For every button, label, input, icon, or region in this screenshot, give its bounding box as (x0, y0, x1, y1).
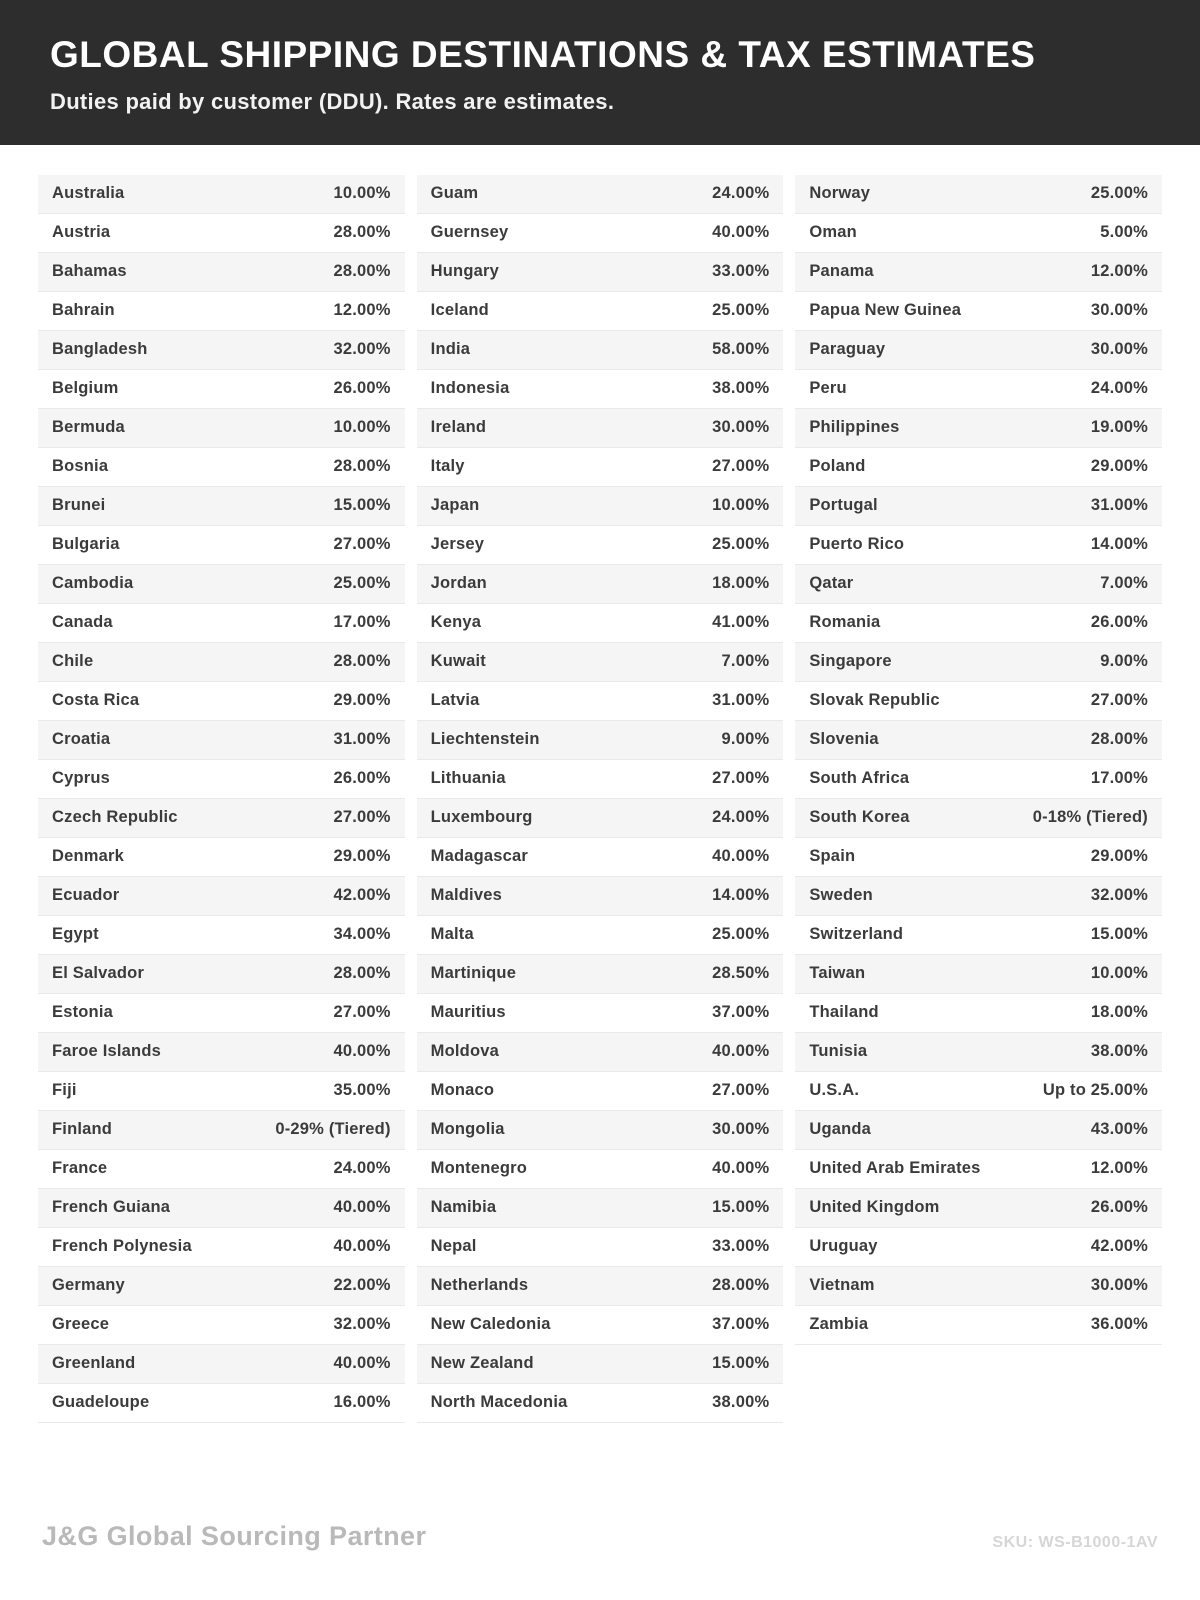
country-name: Iceland (430, 301, 489, 320)
tax-rate: 58.00% (712, 340, 770, 359)
country-name: Indonesia (430, 379, 510, 398)
table-row (795, 409, 1162, 448)
tax-rate: 27.00% (333, 808, 391, 827)
country-name: South Korea (809, 808, 910, 827)
country-name: Vietnam (809, 1276, 875, 1295)
brand-name: J&G Global Sourcing Partner (42, 1521, 427, 1551)
rates-column-2 (417, 175, 784, 1423)
table-row (795, 721, 1162, 760)
table-row (38, 370, 405, 409)
table-row (38, 1228, 405, 1267)
tax-rate: 37.00% (712, 1315, 770, 1334)
table-row (795, 1306, 1162, 1345)
tax-rate: 32.00% (1090, 886, 1148, 905)
tax-rate: 25.00% (712, 301, 770, 320)
table-row (38, 1267, 405, 1306)
country-name: Peru (809, 379, 847, 398)
country-name: Japan (430, 496, 480, 515)
tax-rate: 17.00% (333, 613, 391, 632)
tax-rate: 15.00% (712, 1354, 770, 1373)
tax-rate: 31.00% (1090, 496, 1148, 515)
country-name: Philippines (809, 418, 900, 437)
country-name: Singapore (809, 652, 892, 671)
tax-rate: 24.00% (1090, 379, 1148, 398)
country-name: U.S.A. (809, 1081, 860, 1100)
tax-rate: 19.00% (1090, 418, 1148, 437)
rates-columns (38, 175, 1162, 1423)
table-row (795, 448, 1162, 487)
table-row (795, 487, 1162, 526)
table-row (417, 838, 784, 877)
tax-rate: 14.00% (1090, 535, 1148, 554)
table-row (795, 526, 1162, 565)
table-row (417, 721, 784, 760)
table-row (795, 175, 1162, 214)
page-title: GLOBAL SHIPPING DESTINATIONS & TAX ESTIMATES (50, 34, 1036, 75)
header-banner (0, 0, 1200, 145)
table-row (38, 1033, 405, 1072)
table-row (417, 526, 784, 565)
country-name: Paraguay (809, 340, 886, 359)
tax-rate: 26.00% (333, 379, 391, 398)
country-name: Papua New Guinea (809, 301, 962, 320)
country-name: El Salvador (52, 964, 145, 983)
country-name: Poland (809, 457, 866, 476)
table-row (417, 877, 784, 916)
tax-rate: 28.00% (333, 652, 391, 671)
table-row (795, 1228, 1162, 1267)
table-row (795, 214, 1162, 253)
country-name: Hungary (430, 262, 499, 281)
tax-rate: 27.00% (712, 457, 770, 476)
table-row (417, 643, 784, 682)
table-row (417, 1072, 784, 1111)
country-name: Belgium (52, 379, 119, 398)
country-name: Guadeloupe (52, 1393, 150, 1412)
country-name: Guernsey (430, 223, 509, 242)
country-name: Faroe Islands (52, 1042, 161, 1061)
tax-rate: 12.00% (333, 301, 391, 320)
table-row (417, 1111, 784, 1150)
table-row (38, 331, 405, 370)
table-row (38, 292, 405, 331)
tax-rate: 30.00% (712, 1120, 770, 1139)
table-row (38, 1150, 405, 1189)
tax-rate: 32.00% (333, 1315, 391, 1334)
tax-rate: 38.00% (1090, 1042, 1148, 1061)
country-name: Moldova (430, 1042, 499, 1061)
country-name: Netherlands (430, 1276, 529, 1295)
tax-rate: 29.00% (333, 847, 391, 866)
country-name: Thailand (809, 1003, 879, 1022)
tax-rate: 15.00% (1090, 925, 1148, 944)
table-row (38, 1072, 405, 1111)
tax-rate: 25.00% (1090, 184, 1148, 203)
country-name: Nepal (430, 1237, 477, 1256)
country-name: Brunei (52, 496, 106, 515)
tax-rate: 12.00% (1090, 262, 1148, 281)
country-name: Bangladesh (52, 340, 148, 359)
country-name: Greenland (52, 1354, 136, 1373)
table-row (417, 760, 784, 799)
table-row (417, 175, 784, 214)
table-row (417, 253, 784, 292)
tax-rate: 33.00% (712, 262, 770, 281)
country-name: Kuwait (430, 652, 486, 671)
tax-rate: 24.00% (712, 808, 770, 827)
country-name: South Africa (809, 769, 910, 788)
table-row (795, 292, 1162, 331)
country-name: Monaco (430, 1081, 495, 1100)
country-name: Mongolia (430, 1120, 505, 1139)
tax-rate: 33.00% (712, 1237, 770, 1256)
table-row (795, 565, 1162, 604)
country-name: Egypt (52, 925, 99, 944)
tax-rate: 9.00% (1100, 652, 1148, 671)
tax-rate: 36.00% (1090, 1315, 1148, 1334)
country-name: Costa Rica (52, 691, 140, 710)
table-row (795, 955, 1162, 994)
country-name: Estonia (52, 1003, 113, 1022)
country-name: Uganda (809, 1120, 872, 1139)
table-row (795, 1111, 1162, 1150)
country-name: Slovak Republic (809, 691, 940, 710)
rates-table (0, 145, 1200, 1521)
country-name: Fiji (52, 1081, 77, 1100)
table-row (417, 1267, 784, 1306)
table-row (795, 838, 1162, 877)
country-name: Ecuador (52, 886, 120, 905)
tax-rate: 18.00% (712, 574, 770, 593)
tax-rate: 9.00% (721, 730, 770, 749)
table-row (417, 916, 784, 955)
table-row (38, 253, 405, 292)
rates-column-3 (795, 175, 1162, 1345)
table-row (38, 721, 405, 760)
tax-rate: 28.00% (333, 262, 391, 281)
page-subtitle: Duties paid by customer (DDU). Rates are estimates. (50, 88, 615, 114)
tax-rate: 25.00% (712, 535, 770, 554)
tax-rate: 40.00% (333, 1042, 391, 1061)
country-name: Maldives (430, 886, 502, 905)
tax-rate: 5.00% (1100, 223, 1148, 242)
country-name: Kenya (430, 613, 482, 632)
table-row (38, 955, 405, 994)
tax-rate: 35.00% (333, 1081, 391, 1100)
tax-rate: 15.00% (712, 1198, 770, 1217)
country-name: Portugal (809, 496, 878, 515)
tax-rate: 28.00% (1090, 730, 1148, 749)
country-name: North Macedonia (430, 1393, 568, 1412)
country-name: Zambia (809, 1315, 869, 1334)
table-row (417, 409, 784, 448)
country-name: Guam (430, 184, 479, 203)
tax-rate: 27.00% (712, 1081, 770, 1100)
country-name: France (52, 1159, 108, 1178)
country-name: New Zealand (430, 1354, 534, 1373)
country-name: Sweden (809, 886, 873, 905)
table-row (417, 331, 784, 370)
tax-rate: 27.00% (712, 769, 770, 788)
table-row (38, 487, 405, 526)
country-name: French Guiana (52, 1198, 171, 1217)
tax-rate: 10.00% (333, 184, 391, 203)
country-name: Slovenia (809, 730, 879, 749)
tax-rate: 32.00% (333, 340, 391, 359)
country-name: Ireland (430, 418, 487, 437)
tax-rate: 27.00% (333, 1003, 391, 1022)
table-row (417, 955, 784, 994)
table-row (417, 799, 784, 838)
table-row (417, 1150, 784, 1189)
tax-rate: 40.00% (712, 1159, 770, 1178)
country-name: India (430, 340, 471, 359)
country-name: Canada (52, 613, 113, 632)
country-name: Cambodia (52, 574, 134, 593)
table-row (795, 604, 1162, 643)
table-row (417, 1306, 784, 1345)
country-name: Puerto Rico (809, 535, 905, 554)
tax-rate: 26.00% (1090, 613, 1148, 632)
tax-rate: 30.00% (1090, 301, 1148, 320)
country-name: Germany (52, 1276, 125, 1295)
tax-rate: 26.00% (1090, 1198, 1148, 1217)
table-row (38, 838, 405, 877)
country-name: Madagascar (430, 847, 529, 866)
country-name: Greece (52, 1315, 110, 1334)
table-row (795, 331, 1162, 370)
country-name: Tunisia (809, 1042, 868, 1061)
country-name: Mauritius (430, 1003, 506, 1022)
country-name: Croatia (52, 730, 111, 749)
country-name: Austria (52, 223, 111, 242)
tax-rate: 38.00% (712, 379, 770, 398)
tax-rate: 7.00% (721, 652, 770, 671)
country-name: Latvia (430, 691, 480, 710)
tax-rate: 17.00% (1090, 769, 1148, 788)
tax-rate: 28.50% (712, 964, 770, 983)
table-row (795, 1033, 1162, 1072)
table-row (795, 253, 1162, 292)
tax-rate: 15.00% (333, 496, 391, 515)
tax-rate: 28.00% (712, 1276, 770, 1295)
table-row (417, 292, 784, 331)
tax-rate: 24.00% (333, 1159, 391, 1178)
table-row (795, 760, 1162, 799)
tax-rate: 42.00% (1090, 1237, 1148, 1256)
table-row (417, 682, 784, 721)
table-row (417, 487, 784, 526)
tax-rate: 0-18% (Tiered) (1032, 808, 1148, 827)
tax-rate: 16.00% (333, 1393, 391, 1412)
table-row (417, 370, 784, 409)
tax-rate: 30.00% (1090, 340, 1148, 359)
table-row (38, 1189, 405, 1228)
country-name: Jordan (430, 574, 487, 593)
table-row (38, 604, 405, 643)
tax-rate: 10.00% (712, 496, 770, 515)
country-name: Uruguay (809, 1237, 878, 1256)
footer (0, 1521, 1200, 1600)
table-row (795, 1267, 1162, 1306)
table-row (417, 604, 784, 643)
table-row (795, 682, 1162, 721)
table-row (38, 448, 405, 487)
table-row (795, 916, 1162, 955)
tax-rate: 28.00% (333, 964, 391, 983)
table-row (795, 877, 1162, 916)
country-name: Czech Republic (52, 808, 178, 827)
country-name: United Kingdom (809, 1198, 940, 1217)
country-name: Switzerland (809, 925, 904, 944)
tax-rate: 40.00% (333, 1237, 391, 1256)
country-name: Italy (430, 457, 465, 476)
tax-rate: 34.00% (333, 925, 391, 944)
country-name: Denmark (52, 847, 125, 866)
table-row (417, 1384, 784, 1423)
table-row (417, 1033, 784, 1072)
table-row (417, 1228, 784, 1267)
table-row (795, 799, 1162, 838)
table-row (795, 994, 1162, 1033)
table-row (38, 214, 405, 253)
country-name: United Arab Emirates (809, 1159, 981, 1178)
tax-rate: 10.00% (333, 418, 391, 437)
country-name: Finland (52, 1120, 113, 1139)
table-row (38, 1384, 405, 1423)
tax-rate: 24.00% (712, 184, 770, 203)
table-row (417, 214, 784, 253)
tax-rate: 40.00% (333, 1198, 391, 1217)
table-row (795, 370, 1162, 409)
tax-rate: 41.00% (712, 613, 770, 632)
rates-column-1 (38, 175, 405, 1423)
table-row (38, 994, 405, 1033)
country-name: Oman (809, 223, 857, 242)
table-row (38, 760, 405, 799)
table-row (38, 1345, 405, 1384)
tax-rate: 28.00% (333, 457, 391, 476)
tax-rate: 31.00% (712, 691, 770, 710)
country-name: Panama (809, 262, 874, 281)
country-name: Bosnia (52, 457, 109, 476)
country-name: French Polynesia (52, 1237, 192, 1256)
table-row (417, 448, 784, 487)
country-name: Jersey (430, 535, 485, 554)
tax-rate: 30.00% (1090, 1276, 1148, 1295)
tax-rate: 14.00% (712, 886, 770, 905)
tax-rate: 0-29% (Tiered) (275, 1120, 391, 1139)
tax-rate: 42.00% (333, 886, 391, 905)
table-row (38, 682, 405, 721)
country-name: Chile (52, 652, 94, 671)
tax-rate: 37.00% (712, 1003, 770, 1022)
table-row (795, 1189, 1162, 1228)
country-name: Bahamas (52, 262, 127, 281)
tax-rate: 28.00% (333, 223, 391, 242)
tax-rate: 7.00% (1100, 574, 1148, 593)
tax-rate: 12.00% (1090, 1159, 1148, 1178)
tax-rate: 29.00% (333, 691, 391, 710)
country-name: Liechtenstein (430, 730, 540, 749)
country-name: Cyprus (52, 769, 111, 788)
country-name: New Caledonia (430, 1315, 551, 1334)
country-name: Australia (52, 184, 125, 203)
country-name: Romania (809, 613, 881, 632)
tax-rate: 22.00% (333, 1276, 391, 1295)
tax-rate: 38.00% (712, 1393, 770, 1412)
table-row (795, 1150, 1162, 1189)
country-name: Qatar (809, 574, 854, 593)
table-row (38, 565, 405, 604)
country-name: Martinique (430, 964, 517, 983)
tax-rate: 29.00% (1090, 457, 1148, 476)
tax-rate: Up to 25.00% (1042, 1081, 1148, 1100)
country-name: Bermuda (52, 418, 125, 437)
country-name: Namibia (430, 1198, 497, 1217)
table-row (38, 409, 405, 448)
tax-rate: 30.00% (712, 418, 770, 437)
tax-rate: 27.00% (333, 535, 391, 554)
tax-rate: 43.00% (1090, 1120, 1148, 1139)
country-name: Bulgaria (52, 535, 120, 554)
tax-rate: 31.00% (333, 730, 391, 749)
country-name: Spain (809, 847, 856, 866)
country-name: Luxembourg (430, 808, 533, 827)
country-name: Bahrain (52, 301, 115, 320)
tax-rate: 40.00% (333, 1354, 391, 1373)
tax-rate: 29.00% (1090, 847, 1148, 866)
country-name: Montenegro (430, 1159, 528, 1178)
tax-rate: 40.00% (712, 223, 770, 242)
country-name: Malta (430, 925, 474, 944)
table-row (795, 643, 1162, 682)
table-row (38, 175, 405, 214)
table-row (38, 1111, 405, 1150)
sku-label: SKU: WS-B1000-1AV (992, 1534, 1158, 1551)
tax-rate: 27.00% (1090, 691, 1148, 710)
country-name: Norway (809, 184, 871, 203)
country-name: Taiwan (809, 964, 866, 983)
table-row (38, 916, 405, 955)
tax-rate: 18.00% (1090, 1003, 1148, 1022)
table-row (417, 1189, 784, 1228)
table-row (38, 877, 405, 916)
table-row (795, 1072, 1162, 1111)
table-row (417, 1345, 784, 1384)
table-row (417, 565, 784, 604)
tax-rate: 25.00% (333, 574, 391, 593)
tax-rate: 40.00% (712, 1042, 770, 1061)
table-row (38, 643, 405, 682)
tax-rate: 40.00% (712, 847, 770, 866)
table-row (38, 799, 405, 838)
table-row (38, 526, 405, 565)
tax-rate: 26.00% (333, 769, 391, 788)
tax-rate: 25.00% (712, 925, 770, 944)
table-row (38, 1306, 405, 1345)
table-row (417, 994, 784, 1033)
tax-rate: 10.00% (1090, 964, 1148, 983)
country-name: Lithuania (430, 769, 506, 788)
